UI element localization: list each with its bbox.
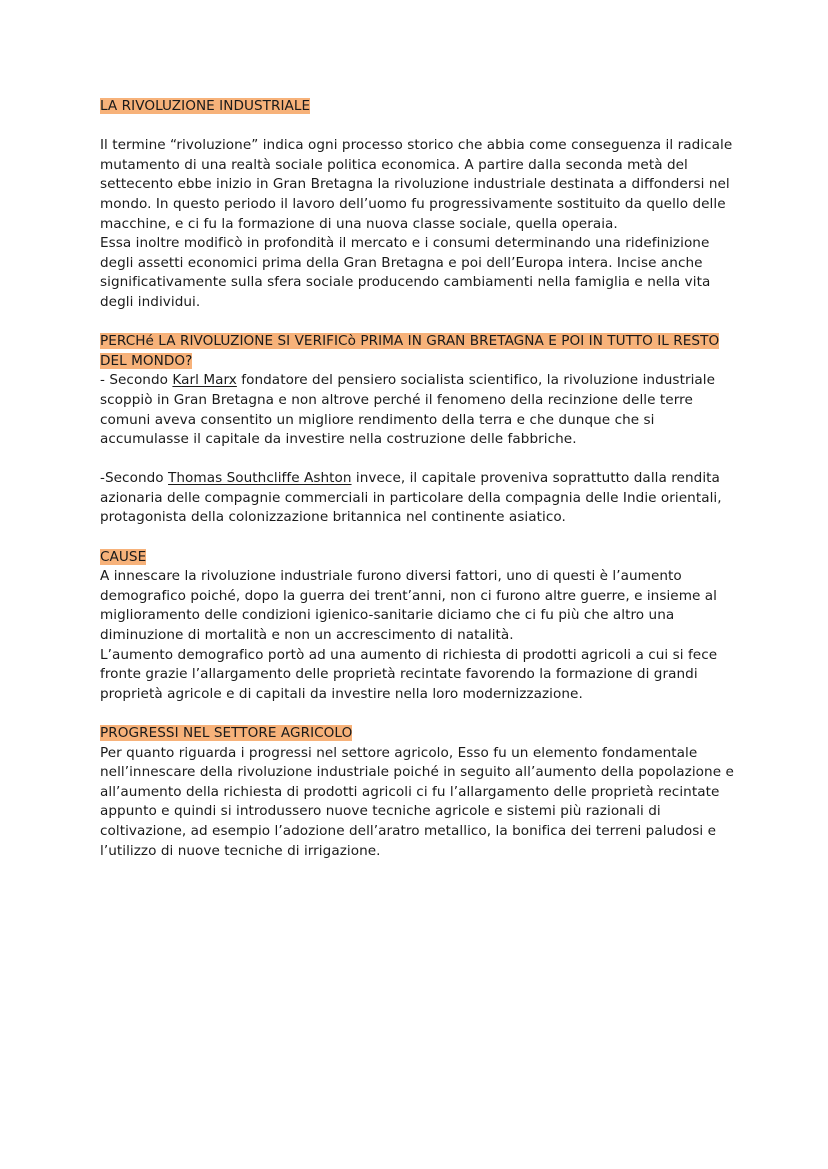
ashton-name-link[interactable]: Thomas Southcliffe Ashton: [168, 470, 352, 487]
marx-text: fondatore del pensiero socialista scientifico, la rivoluzione industriale scoppiò in Gran Bretagna e non altrove perché il fenomeno della recinzione delle terre comuni aveva consentito un migliore rendimento della terra e che dunque che si accumulasse il capitale da investire nella costruzione delle fabbriche.: [100, 372, 716, 448]
causes-paragraph-1: A innescare la rivoluzione industriale furono diversi fattori, uno di questi è l’aumento demografico poiché, dopo la guerra dei trent’anni, non ci furono altre guerre, e insieme al miglioramento delle condizioni igienico-sanitarie diciamo che ci fu più che altro una diminuzione di mortalità e non un accrescimento di natalità.: [100, 568, 717, 644]
heading-highlight: PROGRESSI NEL SETTORE AGRICOLO: [100, 725, 353, 741]
spacer: [100, 528, 740, 548]
ashton-paragraph: [100, 469, 740, 528]
title-highlight: LA RIVOLUZIONE INDUSTRIALE: [100, 98, 311, 114]
ashton-prefix: -Secondo: [100, 470, 169, 487]
spacer: [100, 117, 740, 137]
intro-paragraph-1: Il termine “rivoluzione” indica ogni processo storico che abbia come conseguenza il radicale mutamento di una realtà sociale politica economica. A partire dalla seconda metà del settecento ebbe inizio in Gran Bretagna la rivoluzione industriale destinata a diffondersi nel mondo. In questo periodo il lavoro dell’uomo fu progressivamente sostituito da quello delle macchine, e ci fu la formazione di una nuova classe sociale, quella operaia.: [100, 137, 733, 232]
spacer: [100, 313, 740, 333]
marx-name-link[interactable]: Karl Marx: [172, 372, 237, 389]
intro-paragraph-2: Essa inoltre modificò in profondità il mercato e i consumi determinando una ridefinizione degli assetti economici prima della Gran Bretagna e poi dell’Europa intera. Incise anche significativamente sulla sfera sociale producendo cambiamenti nella famiglia e nella vita degli individui.: [100, 235, 711, 310]
heading-highlight: CAUSE: [100, 548, 147, 565]
marx-paragraph: [100, 371, 740, 449]
agriculture-paragraph: Per quanto riguarda i progressi nel settore agricolo, Esso fu un elemento fondamentale nell’innescare della rivoluzione industriale poiché in seguito all’aumento della popolazione e all’aumento della richiesta di prodotti agricoli ci fu l’allargamento delle proprietà recintate appunto e quindi si introdussero nuove tecniche agricole e sistemi più razionali di coltivazione, ad esempio l’adozione dell’aratro metallico, la bonifica dei terreni paludosi e l’utilizzo di nuove tecniche di irrigazione.: [100, 744, 734, 859]
heading-highlight: PERCHé LA RIVOLUZIONE SI VERIFICò PRIMA IN GRAN BRETAGNA E POI IN TUTTO IL RESTO DEL MONDO?: [100, 333, 720, 369]
causes-paragraph-2: L’aumento demografico portò ad una aumento di richiesta di prodotti agricoli a cui si fece fronte grazie l’allargamento delle proprietà recintate favorendo la formazione di grandi proprietà agricole e di capitali da investire nella loro modernizzazione.: [100, 646, 718, 702]
document-title: [100, 97, 740, 117]
section-heading-causes: [100, 548, 740, 568]
section-heading-agriculture: [100, 724, 740, 744]
spacer: [100, 704, 740, 724]
section-heading-why: [100, 332, 740, 371]
spacer: [100, 450, 740, 470]
document-page: [100, 97, 740, 861]
marx-prefix: - Secondo: [100, 372, 173, 389]
ashton-text: invece, il capitale proveniva soprattutto dalla rendita azionaria delle compagnie commerciali in particolare della compagnia delle Indie orientali, protagonista della colonizzazione britannica nel continente asiatico.: [100, 470, 722, 526]
